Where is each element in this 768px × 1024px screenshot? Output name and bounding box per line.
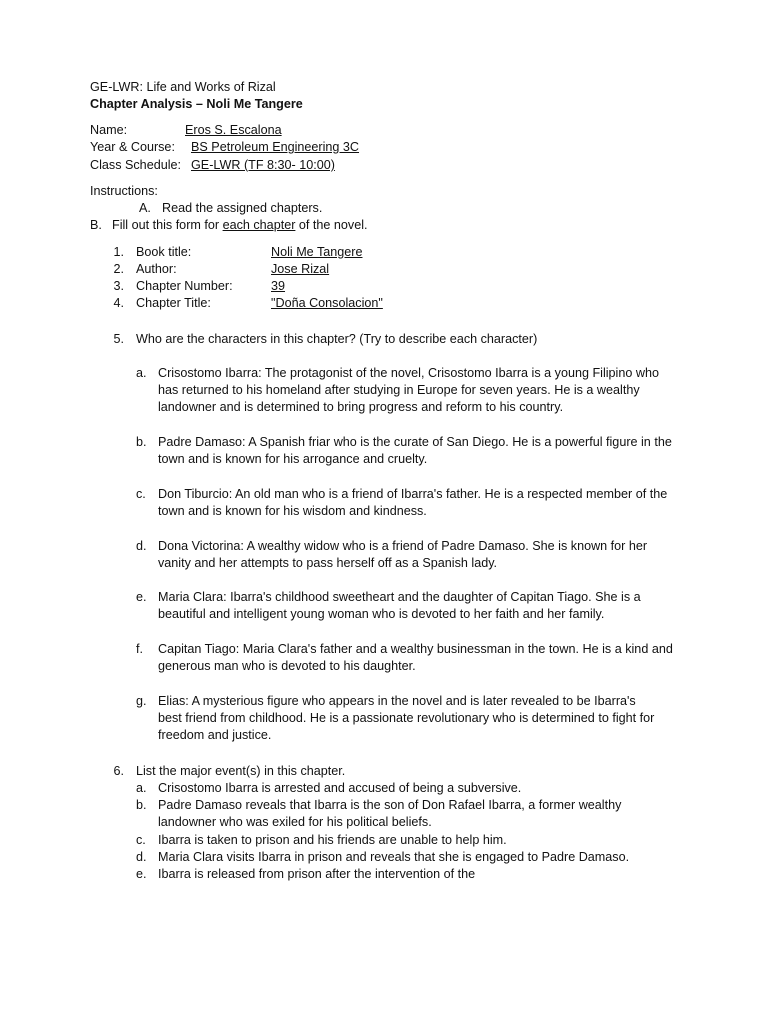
event-marker-d: d.	[136, 850, 147, 864]
character-item-b: Padre Damaso: A Spanish friar who is the curate of San Diego. He is a powerful figure in the town and is known for his arrogance and cruelty.	[158, 435, 672, 466]
character-marker-a: a.	[136, 366, 147, 380]
year-course-value: BS Petroleum Engineering 3C	[191, 140, 360, 154]
analysis-title: Chapter Analysis – Noli Me Tangere	[90, 97, 303, 111]
form-label-4: Chapter Title:	[136, 296, 211, 310]
q6-num: 6.	[113, 764, 124, 778]
character-marker-f: f.	[136, 642, 143, 656]
course-line: GE-LWR: Life and Works of Rizal	[90, 80, 276, 94]
instruction-b-text	[112, 217, 368, 234]
instruction-a-text: Read the assigned chapters.	[162, 201, 323, 215]
schedule-label: Class Schedule:	[90, 158, 182, 172]
event-item-c: Ibarra is taken to prison and his friends are unable to help him.	[158, 833, 507, 847]
q5-text: Who are the characters in this chapter? (Try to describe each character)	[136, 332, 538, 346]
character-item-d: Dona Victorina: A wealthy widow who is a friend of Padre Damaso. She is known for her vanity and her attempts to pass herself off as a Spanish lady.	[158, 539, 648, 570]
character-marker-b: b.	[136, 435, 147, 449]
character-marker-g: g.	[136, 694, 147, 708]
instruction-b-marker: B.	[90, 218, 102, 232]
character-marker-d: d.	[136, 539, 147, 553]
form-value-4: "Doña Consolacion"	[271, 296, 383, 310]
event-item-d: Maria Clara visits Ibarra in prison and reveals that she is engaged to Padre Damaso.	[158, 850, 630, 864]
event-item-a: Crisostomo Ibarra is arrested and accused of being a subversive.	[158, 781, 522, 795]
form-value-1: Noli Me Tangere	[271, 245, 363, 259]
event-marker-b: b.	[136, 798, 147, 812]
character-item-e: Maria Clara: Ibarra's childhood sweetheart and the daughter of Capitan Tiago. She is a beautiful and intelligent young woman who is devoted to her faith and her family.	[158, 590, 641, 621]
form-num-4: 4.	[113, 296, 124, 310]
character-marker-e: e.	[136, 590, 147, 604]
event-item-e: Ibarra is released from prison after the intervention of the	[158, 867, 476, 881]
form-num-3: 3.	[113, 279, 124, 293]
name-value: Eros S. Escalona	[185, 123, 282, 137]
form-value-3: 39	[271, 279, 286, 293]
event-marker-e: e.	[136, 867, 147, 881]
event-marker-a: a.	[136, 781, 147, 795]
character-item-c: Don Tiburcio: An old man who is a friend of Ibarra's father. He is a respected member of the town and is known for his wisdom and kindness.	[158, 487, 668, 518]
event-marker-c: c.	[136, 833, 146, 847]
instruction-b-post: of the novel.	[295, 218, 368, 232]
q5-num: 5.	[113, 332, 124, 346]
form-value-2: Jose Rizal	[271, 262, 330, 276]
character-item-a: Crisostomo Ibarra: The protagonist of the novel, Crisostomo Ibarra is a young Filipino who has returned to his homeland after studying in Europe for seven years. He is a wealthy landowner and is determined to bring progress and reform to his country.	[158, 366, 659, 414]
form-label-1: Book title:	[136, 245, 192, 259]
form-label-2: Author:	[136, 262, 177, 276]
character-marker-c: c.	[136, 487, 146, 501]
instruction-b-underline: each chapter	[222, 218, 296, 232]
form-label-3: Chapter Number:	[136, 279, 233, 293]
name-label: Name:	[90, 123, 128, 137]
instruction-a-marker: A.	[139, 201, 151, 215]
event-item-b: Padre Damaso reveals that Ibarra is the son of Don Rafael Ibarra, a former wealthy landowner who was exiled for his political beliefs.	[158, 798, 622, 829]
q6-text: List the major event(s) in this chapter.	[136, 764, 346, 778]
character-item-g: Elias: A mysterious figure who appears in the novel and is later revealed to be Ibarra's best friend from childhood. He is a passionate revolutionary who is determined to fight for freedom and justice.	[158, 694, 655, 742]
schedule-value: GE-LWR (TF 8:30- 10:00)	[191, 158, 335, 172]
year-course-label: Year & Course:	[90, 140, 175, 154]
instructions-heading: Instructions:	[90, 184, 158, 198]
form-num-1: 1.	[113, 245, 124, 259]
form-num-2: 2.	[113, 262, 124, 276]
instruction-b-pre: Fill out this form for	[112, 218, 223, 232]
character-item-f: Capitan Tiago: Maria Clara's father and a wealthy businessman in the town. He is a kind and generous man who is devoted to his daughter.	[158, 642, 673, 673]
